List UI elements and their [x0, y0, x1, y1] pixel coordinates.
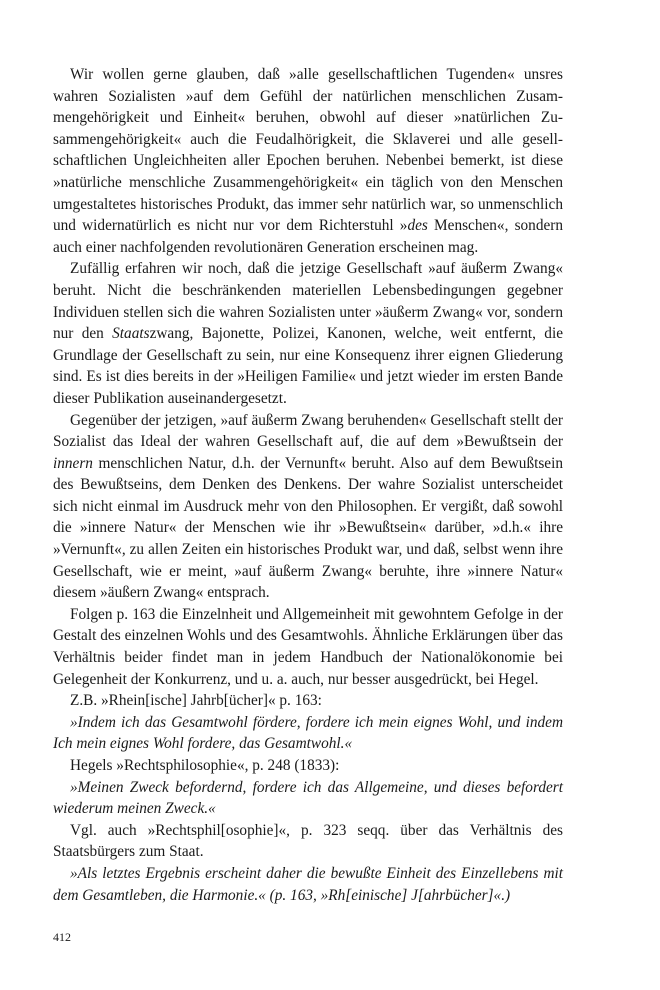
citation-rechtsphilosophie-323: Vgl. auch »Rechtsphil[osophie]«, p. 323 seqq. über das Verhältnis des Staatsbürgers zum Staat.: [53, 821, 563, 861]
paragraph-4: Folgen p. 163 die Einzelnheit und Allgemeinheit mit gewohntem Gefolge in der Gestalt des einzelnen Wohls und des Gesamtwohls. Ähnliche Erklärungen über das Verhältnis beider findet man in jedem Handbuch der Nationalökonomie bei Gelegenheit der Konkurrenz, und u. a. auch, nur besser ausgedrückt, bei Hegel.: [53, 605, 563, 688]
quote-gesamtwohl: »Indem ich das Gesamtwohl fördere, fordere ich mein eignes Wohl, und indem Ich mein eignes Wohl fordere, das Gesamtwohl.«: [53, 713, 563, 753]
paragraph-1: Wir wollen gerne glauben, daß »alle gesellschaftlichen Tugenden« unsres wahren Sozialisten »auf dem Gefühl der natürlichen menschlichen Zusammengehörigkeit und Einheit« beruhen, obwohl auf dieser »natürlichen Zusammengehörigkeit« auch die Feudalhörigkeit, die Sklaverei und alle gesellschaftlichen Ungleichheiten aller Epochen beruhen. Nebenbei bemerkt, ist diese »natürliche menschliche Zusammengehörigkeit« ein täglich von den Menschen umgestaltetes historisches Produkt, das immer sehr natürlich war, so unmenschlich und widernatürlich es nicht nur vor dem Richterstuhl »des Menschen«, sondern auch einer nachfolgenden revolutionären Generation erscheinen mag.: [53, 66, 564, 256]
paragraph-3: Gegenüber der jetzigen, »auf äußerm Zwang beruhenden« Gesellschaft stellt der Sozialist das Ideal der wahren Gesellschaft auf, die auf dem »Bewußtsein der innern menschlichen Natur, d.h. der Vernunft« beruht. Also auf dem Bewußtsein des Bewußtseins, dem Denken des Denkens. Der wahre Sozialist unterscheidet sich nicht einmal im Ausdruck mehr von den Philosophen. Er vergißt, daß sowohl die »innere Natur« der Menschen wie ihr »Bewußtsein« darüber, »d.h.« ihre »Vernunft«, zu allen Zeiten ein historisches Produkt war, und daß, selbst wenn ihre Gesellschaft, wie er meint, »auf äußerm Zwang« beruhte, ihre »innere Natur« diesem »äußern Zwang« entsprach.: [53, 411, 563, 602]
emphasis-staats: Staats: [112, 325, 150, 343]
emphasis-des: des: [407, 217, 428, 235]
paragraph-2: Zufällig erfahren wir noch, daß die jetzige Gesellschaft »auf äußerm Zwang« beruht. Nicht die beschränkenden materiellen Lebensbedingungen gegebner Individuen stellen sich die wahren Sozialisten unter »äußerm Zwang« vor, sondern nur den Staatszwang, Bajonette, Polizei, Kanonen, welche, weit entfernt, die Grundlage der Gesellschaft zu sein, nur eine Konsequenz ihrer eignen Gliederung sind. Es ist dies bereits in der »Heiligen Familie« und jetzt wieder im ersten Bande dieser Publikation auseinandergesetzt.: [53, 260, 563, 407]
page-number: 412: [53, 930, 71, 944]
page-body: [53, 64, 563, 906]
quote-harmonie: »Als letztes Ergebnis erscheint daher die bewußte Einheit des Einzellebens mit dem Gesamtleben, die Harmonie.« (p. 163, »Rh[einische] J[ahrbücher]«.): [53, 864, 563, 904]
citation-hegel-rechtsphilosophie: Hegels »Rechtsphilosophie«, p. 248 (1833):: [70, 757, 340, 774]
quote-hegel-zweck: »Meinen Zweck befordernd, fordere ich das Allgemeine, und dieses befordert wiederum meinen Zweck.«: [53, 778, 563, 818]
citation-rheinische-jahrbuecher: Z.B. »Rhein[ische] Jahrb[ücher]« p. 163:: [70, 692, 322, 710]
emphasis-innern: innern: [53, 454, 93, 472]
